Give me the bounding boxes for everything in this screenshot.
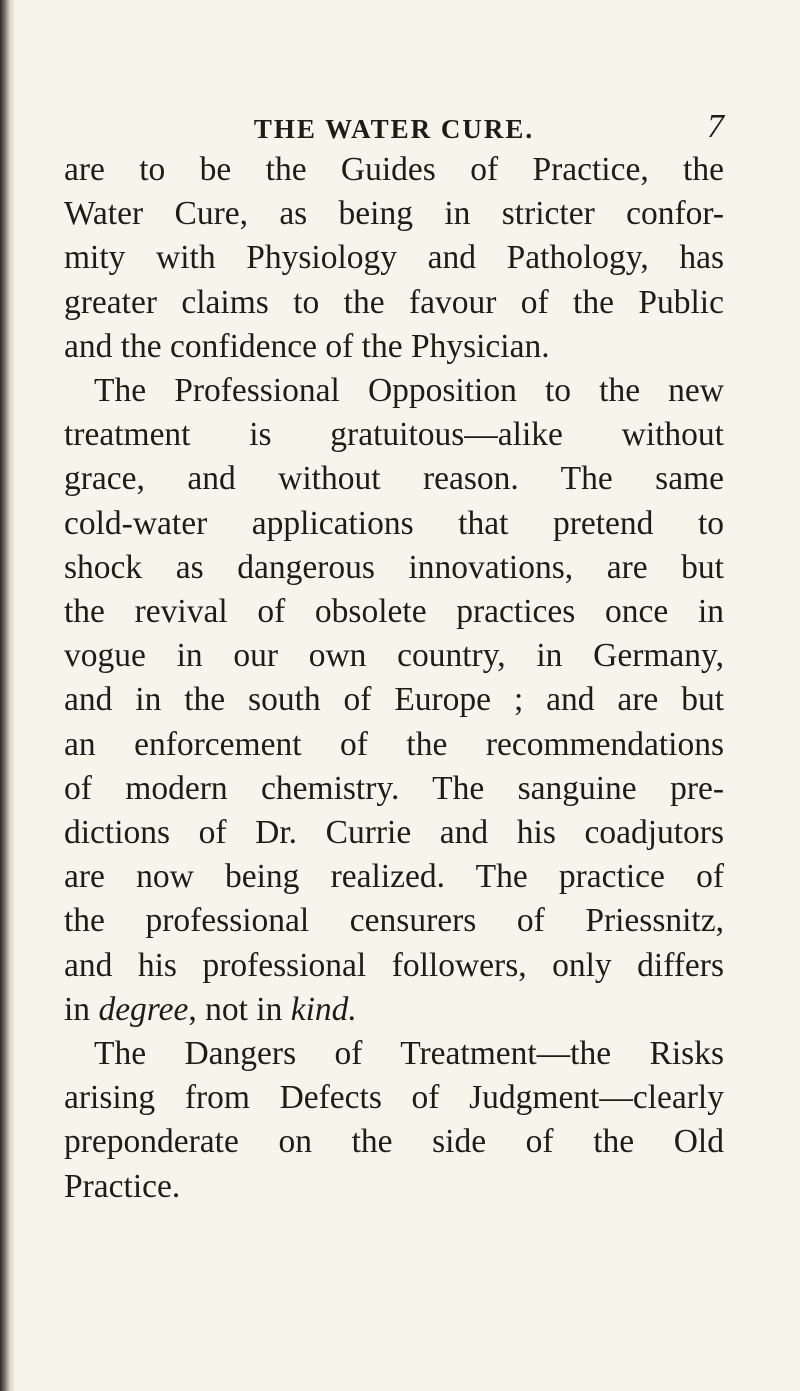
- text-line: and in the south of Europe ; and are but: [64, 681, 724, 719]
- page-number: 7: [707, 108, 724, 145]
- text-line: The Dangers of Treatment—the Risks: [94, 1035, 724, 1073]
- text-line: cold-water applications that pretend to: [64, 504, 724, 542]
- text-line: greater claims to the favour of the Public: [64, 283, 724, 321]
- text-line: and the confidence of the Physician.: [64, 327, 550, 365]
- text-line: Practice.: [64, 1167, 181, 1205]
- italic-word-kind: kind.: [290, 990, 357, 1028]
- text-line-emphasis: [64, 988, 724, 1032]
- text-line: Water Cure, as being in stricter confor-: [64, 195, 724, 233]
- text-line: and his professional followers, only differs: [64, 946, 724, 984]
- italic-word-degree: degree: [98, 990, 189, 1028]
- text-line: preponderate on the side of the Old: [64, 1123, 724, 1161]
- text-line: are to be the Guides of Practice, the: [64, 151, 724, 188]
- text-line: the revival of obsolete practices once in: [64, 593, 724, 631]
- text-line: arising from Defects of Judgment—clearly: [64, 1079, 724, 1117]
- text-line: of modern chemistry. The sanguine pre-: [64, 769, 724, 807]
- text-line: vogue in our own country, in Germany,: [64, 637, 724, 675]
- running-title: THE WATER CURE.: [253, 114, 535, 144]
- text-line: shock as dangerous innovations, are but: [64, 548, 724, 586]
- text-fragment: in: [64, 990, 99, 1028]
- text-line: grace, and without reason. The same: [64, 460, 724, 498]
- text-line: dictions of Dr. Currie and his coadjutors: [64, 814, 724, 852]
- text-line: an enforcement of the recommendations: [64, 725, 724, 763]
- text-line: mity with Physiology and Pathology, has: [64, 239, 724, 277]
- page-binding-edge: [0, 0, 16, 1391]
- text-line: the professional censurers of Priessnitz,: [64, 902, 724, 940]
- text-line: The Professional Opposition to the new: [94, 372, 724, 410]
- text-line: are now being realized. The practice of: [64, 858, 724, 896]
- running-head: [64, 100, 724, 148]
- body-text: [64, 148, 724, 1209]
- text-line: treatment is gratuitous—alike without: [64, 416, 724, 454]
- text-fragment: , not in: [188, 990, 291, 1028]
- book-page: [64, 100, 724, 1209]
